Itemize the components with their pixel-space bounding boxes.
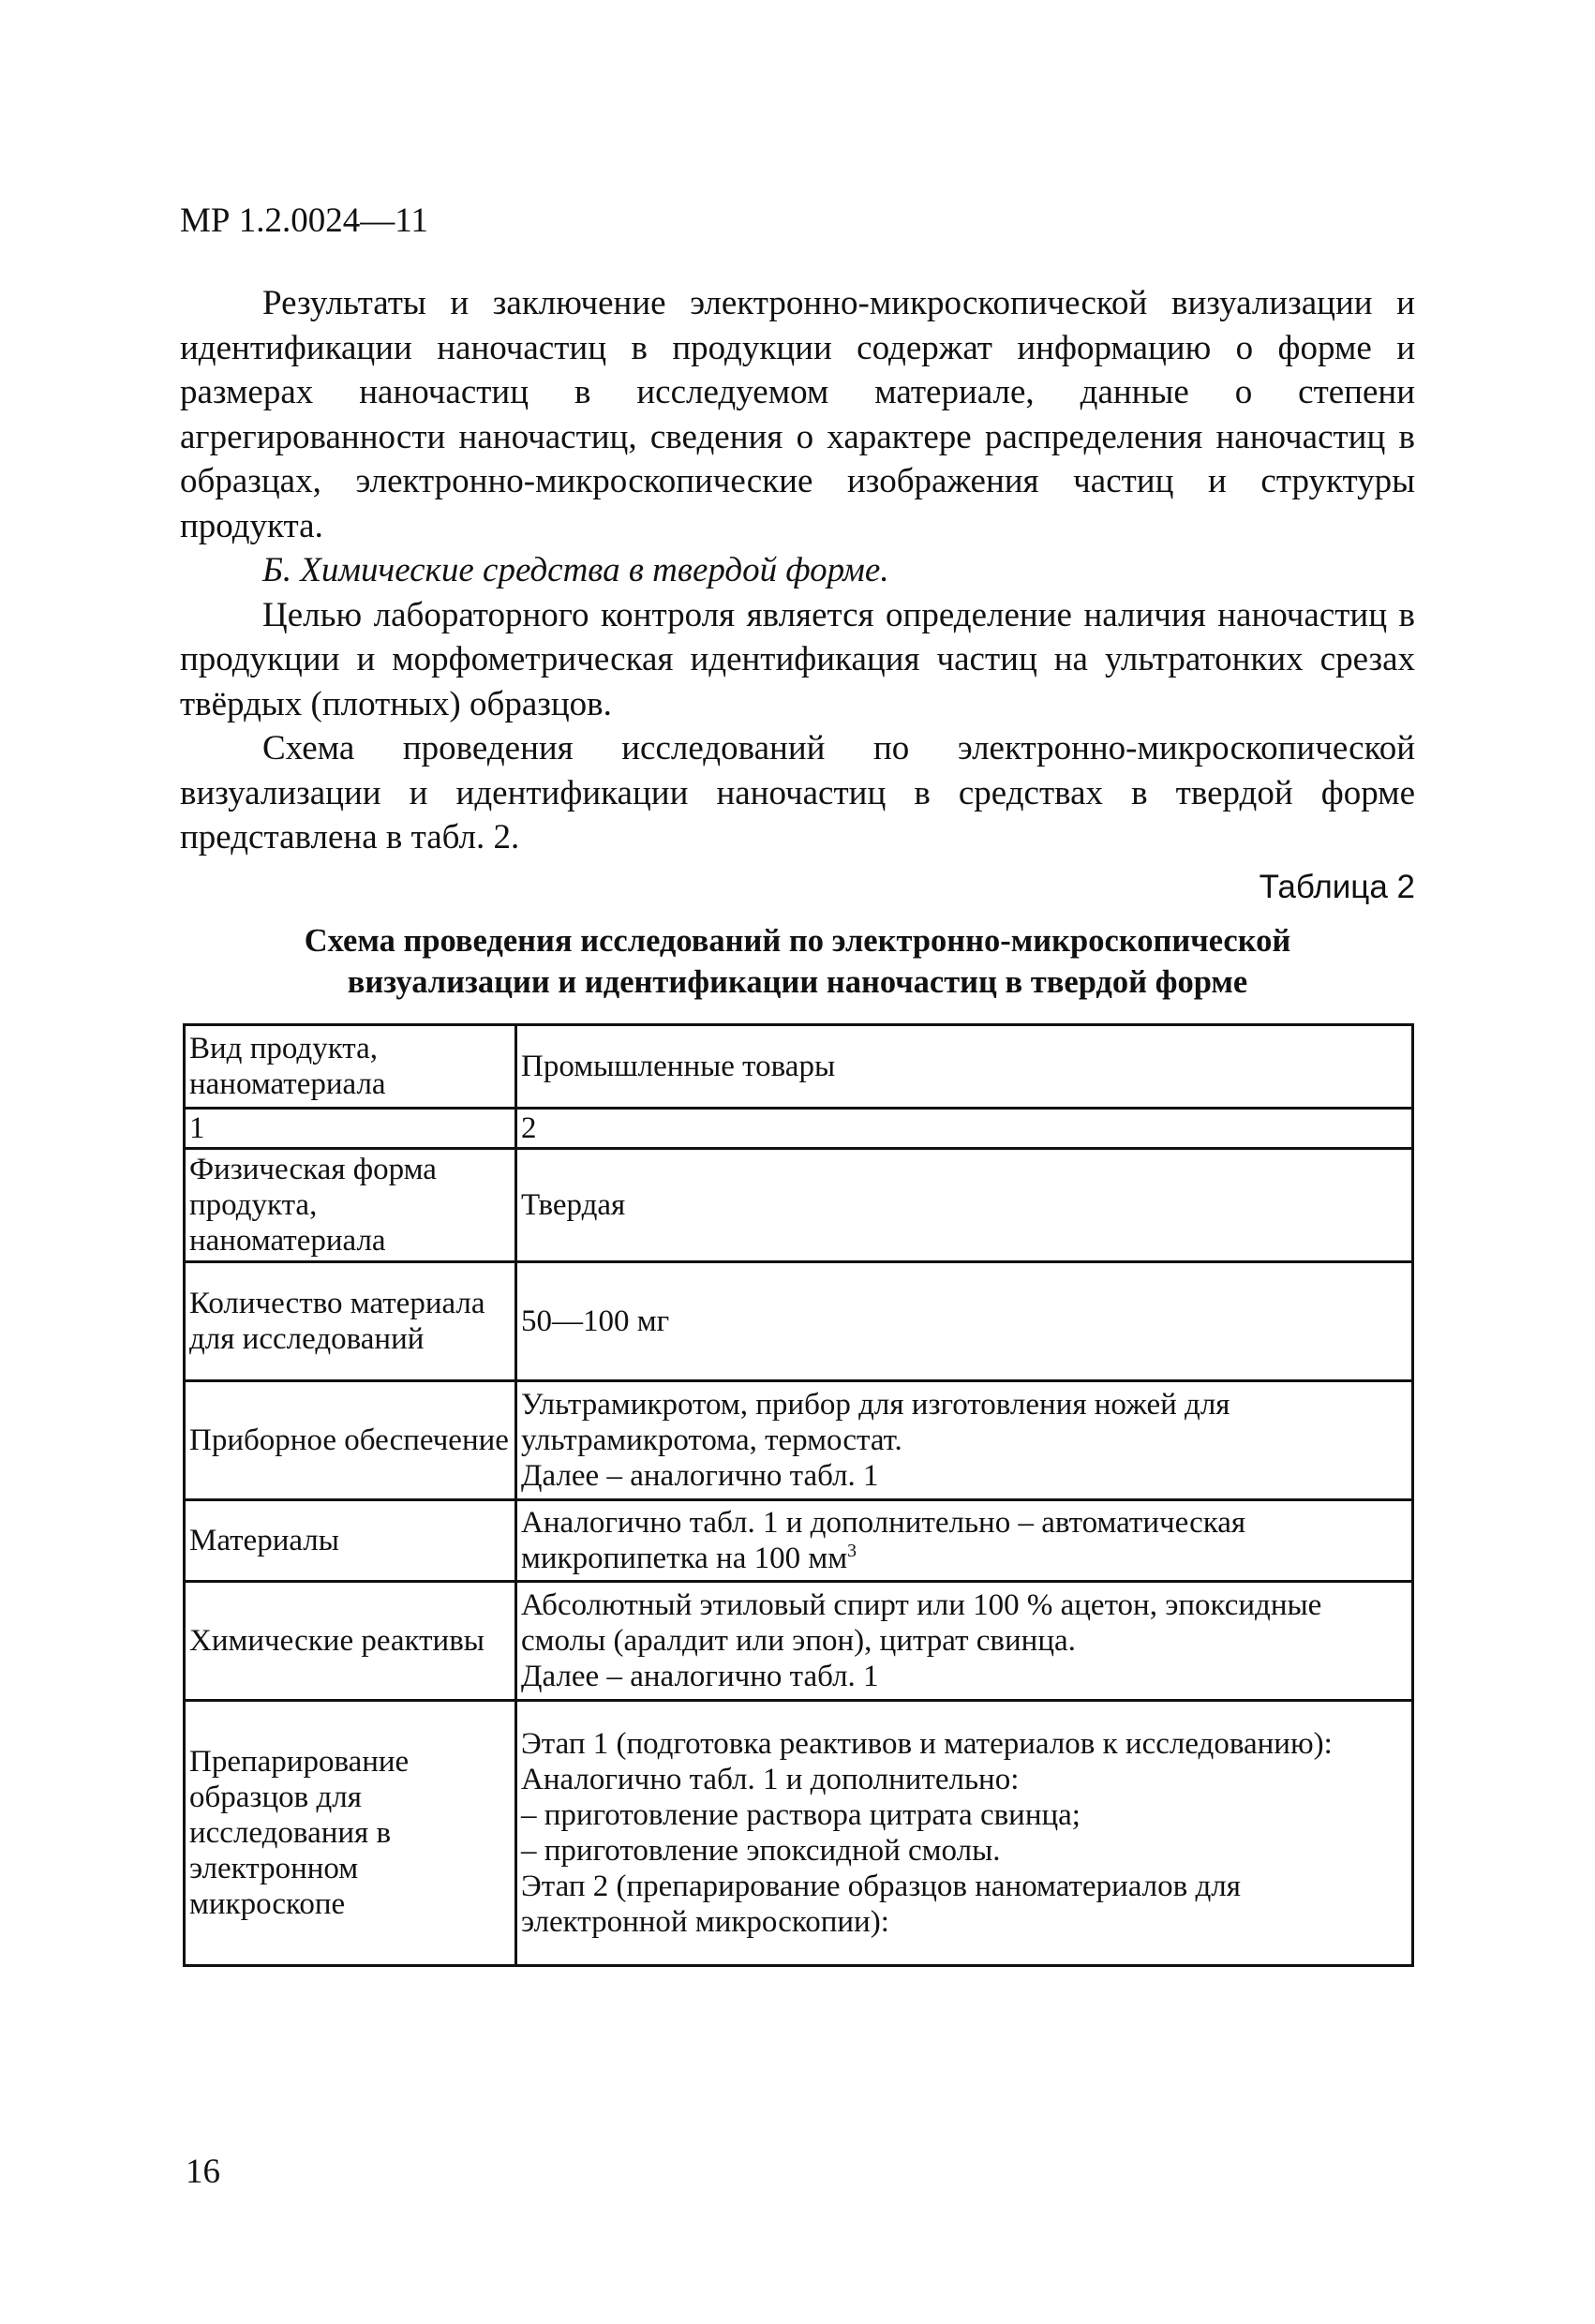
- row-label-instruments: Приборное обеспечение: [185, 1381, 516, 1500]
- paragraph-results: Результаты и заключение электронно-микроскопической визуализации и идентификации наночастиц в продукции содержат информацию о форме и размерах наночастиц в исследуемом материале, данные о степени агрегированности наночастиц, сведения о характере распределения наночастиц в образцах, электронно-микроскопические изображения частиц и структуры продукта.: [180, 284, 1415, 545]
- column-number-2: 2: [516, 1109, 1413, 1149]
- cell-line: 50—100 мг: [521, 1304, 670, 1338]
- cell-line: Ультрамикротом, прибор для изготовления ножей для ультрамикротома, термостат.: [521, 1388, 1230, 1457]
- table-row: [185, 1500, 1413, 1582]
- table-caption-line: визуализации и идентификации наночастиц в твердой форме: [347, 964, 1248, 1000]
- row-label-physical-form: Физическая форма продукта, наноматериала: [185, 1149, 516, 1262]
- cell-line: Этап 2 (препарирование образцов наноматериалов для электронной микроскопии):: [521, 1870, 1241, 1939]
- table-header-row: [185, 1025, 1413, 1109]
- row-value-chemical-reagents: [516, 1582, 1413, 1701]
- table-row: [185, 1149, 1413, 1262]
- paragraph-scheme-reference: Схема проведения исследований по электронно-микроскопической визуализации и идентификации наночастиц в средствах в твердой форме представлена в табл. 2.: [180, 729, 1415, 857]
- row-label-sample-preparation: Препарирование образцов для исследования в электронном микроскопе: [185, 1701, 516, 1966]
- row-value-materials: [516, 1500, 1413, 1582]
- column-number-1: 1: [185, 1109, 516, 1149]
- cell-line: Абсолютный этиловый спирт или 100 % ацетон, эпоксидные смолы (аралдит или эпон), цитрат свинца.: [521, 1588, 1322, 1658]
- cell-line: [521, 1505, 1408, 1576]
- page-number: 16: [186, 2153, 220, 2191]
- section-heading-solid-form: Б. Химические средства в твердой форме.: [262, 551, 889, 589]
- cell-line: Далее – аналогично табл. 1: [521, 1459, 879, 1493]
- table-column-numbers-row: [185, 1109, 1413, 1149]
- cell-line: – приготовление эпоксидной смолы.: [521, 1834, 1001, 1868]
- table-row: [185, 1381, 1413, 1500]
- cell-line: Аналогично табл. 1 и дополнительно:: [521, 1763, 1020, 1796]
- row-value-sample-preparation: [516, 1701, 1413, 1966]
- cell-line: Далее – аналогично табл. 1: [521, 1660, 879, 1693]
- row-label-material-quantity: Количество материала для исследований: [185, 1262, 516, 1381]
- document-code: МР 1.2.0024—11: [180, 201, 428, 240]
- scheme-table: [183, 1023, 1414, 1967]
- cell-text: Аналогично табл. 1 и дополнительно – автоматическая микропипетка на 100 мм: [521, 1506, 1246, 1575]
- superscript: 3: [847, 1541, 857, 1561]
- row-value-material-quantity: [516, 1262, 1413, 1381]
- table-caption-line: Схема проведения исследований по электронно-микроскопической: [304, 923, 1291, 959]
- header-product-type: Вид продукта, наноматериала: [185, 1025, 516, 1109]
- cell-line: Твердая: [521, 1188, 626, 1222]
- cell-line: – приготовление раствора цитрата свинца;: [521, 1798, 1081, 1832]
- body-text: [180, 281, 1415, 860]
- table-caption: [180, 920, 1415, 1003]
- paragraph-goal: Целью лабораторного контроля является определение наличия наночастиц в продукции и морфометрическая идентификация частиц на ультратонких срезах твёрдых (плотных) образцов.: [180, 595, 1415, 723]
- row-label-chemical-reagents: Химические реактивы: [185, 1582, 516, 1701]
- table-row: [185, 1262, 1413, 1381]
- table-row: [185, 1582, 1413, 1701]
- row-value-physical-form: [516, 1149, 1413, 1262]
- table-number: Таблица 2: [1259, 869, 1415, 905]
- table-row: [185, 1701, 1413, 1966]
- row-value-instruments: [516, 1381, 1413, 1500]
- cell-line: Этап 1 (подготовка реактивов и материалов к исследованию):: [521, 1727, 1333, 1761]
- header-industrial-goods: Промышленные товары: [516, 1025, 1413, 1109]
- row-label-materials: Материалы: [185, 1500, 516, 1582]
